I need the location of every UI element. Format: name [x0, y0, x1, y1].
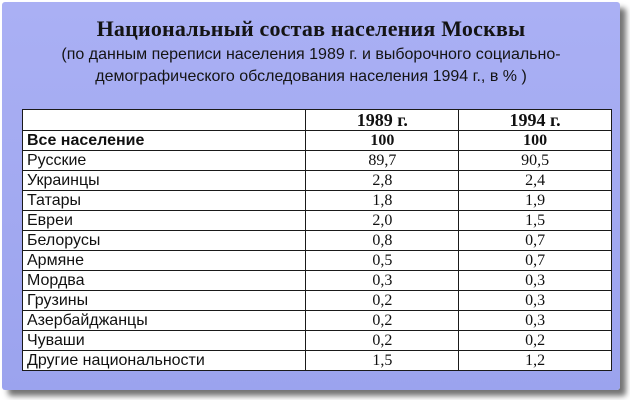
- value-1989: 0,3: [306, 271, 459, 291]
- value-1989: 2,8: [306, 171, 459, 191]
- row-name: Армяне: [23, 251, 306, 271]
- value-1989: 0,2: [306, 291, 459, 311]
- row-name: Другие национальности: [23, 351, 306, 371]
- table-row: [23, 251, 612, 271]
- population-table: [22, 109, 612, 371]
- table-row: [23, 271, 612, 291]
- page-title: Национальный состав населения Москвы: [96, 16, 526, 41]
- value-1989: 0,2: [306, 331, 459, 351]
- value-1989: 89,7: [306, 151, 459, 171]
- value-1989: 2,0: [306, 211, 459, 231]
- row-name: Белорусы: [23, 231, 306, 251]
- value-1994: 0,3: [459, 311, 612, 331]
- value-1994: 100: [459, 131, 612, 151]
- value-1994: 0,7: [459, 231, 612, 251]
- value-1989: 100: [306, 131, 459, 151]
- value-1994: 2,4: [459, 171, 612, 191]
- header-1994: 1994 г.: [459, 110, 612, 131]
- header-name: [23, 110, 306, 131]
- table-row: [23, 231, 612, 251]
- value-1989: 0,5: [306, 251, 459, 271]
- value-1994: 0,7: [459, 251, 612, 271]
- table-row: [23, 211, 612, 231]
- value-1989: 1,5: [306, 351, 459, 371]
- subtitle-line-2: демографического обследования населения 1994 г., в % ): [95, 68, 527, 85]
- table-row: [23, 291, 612, 311]
- value-1994: 1,9: [459, 191, 612, 211]
- value-1989: 0,2: [306, 311, 459, 331]
- value-1989: 0,8: [306, 231, 459, 251]
- row-name: Чуваши: [23, 331, 306, 351]
- value-1994: 1,2: [459, 351, 612, 371]
- subtitle-line-1: (по данным переписи населения 1989 г. и выборочного социально-: [61, 46, 561, 63]
- table-row: [23, 311, 612, 331]
- row-name: Украинцы: [23, 171, 306, 191]
- slide-background: [2, 2, 620, 390]
- row-name: Мордва: [23, 271, 306, 291]
- table-row: [23, 191, 612, 211]
- value-1994: 0,2: [459, 331, 612, 351]
- value-1994: 0,3: [459, 291, 612, 311]
- value-1994: 90,5: [459, 151, 612, 171]
- table-row: [23, 331, 612, 351]
- header-1989: 1989 г.: [306, 110, 459, 131]
- table-row: [23, 131, 612, 151]
- row-name: Все население: [23, 131, 306, 151]
- table-row: [23, 171, 612, 191]
- value-1994: 0,3: [459, 271, 612, 291]
- table-row: [23, 351, 612, 371]
- value-1994: 1,5: [459, 211, 612, 231]
- table-row: [23, 151, 612, 171]
- row-name: Грузины: [23, 291, 306, 311]
- row-name: Татары: [23, 191, 306, 211]
- row-name: Азербайджанцы: [23, 311, 306, 331]
- table-header-row: [23, 110, 612, 131]
- row-name: Евреи: [23, 211, 306, 231]
- row-name: Русские: [23, 151, 306, 171]
- value-1989: 1,8: [306, 191, 459, 211]
